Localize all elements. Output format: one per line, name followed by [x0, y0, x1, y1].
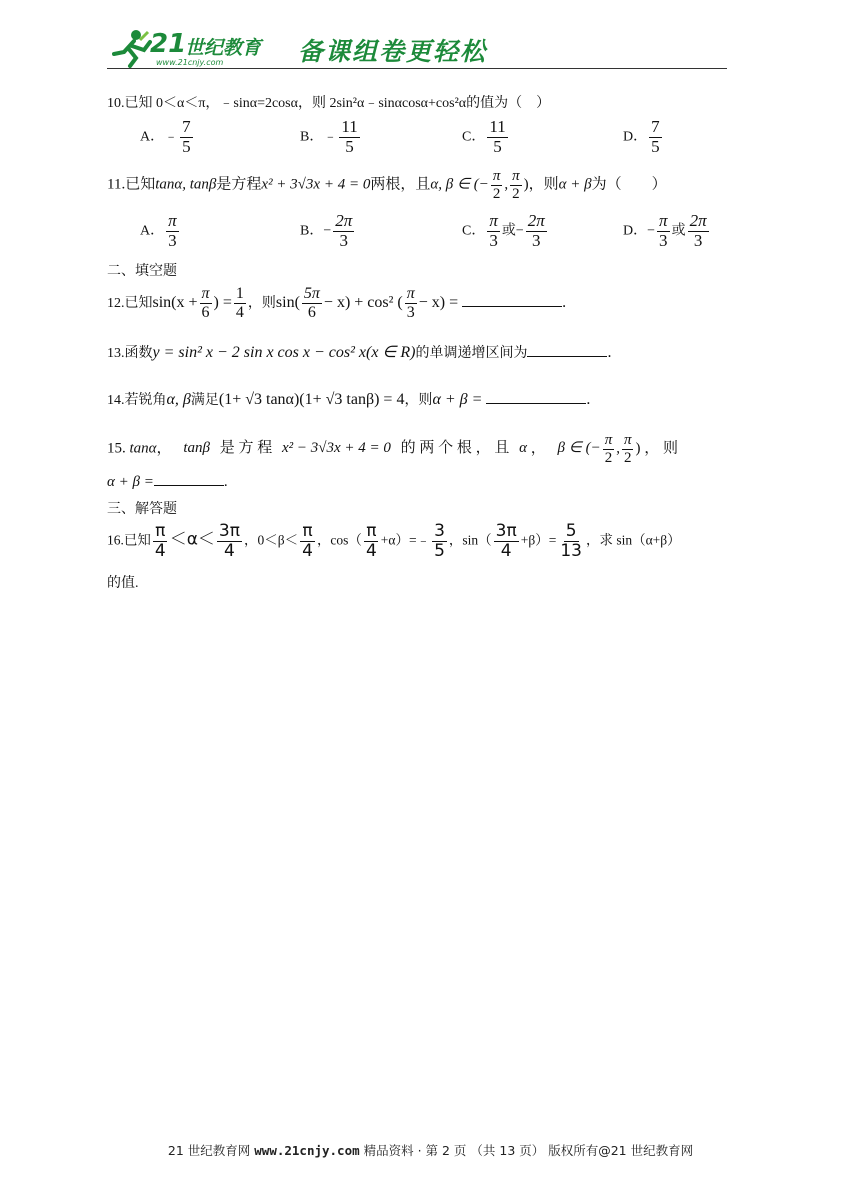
question-11-stem: 11.已知tanα, tanβ是方程x² + 3√3x + 4 = 0两根，且α, β ∈ (− $\frac{\pi}{2}$ , $\frac{\pi}{2}$ )，则α + β为（ ）	[107, 168, 667, 202]
q14-answer-blank[interactable]	[486, 391, 586, 404]
question-13: 13.函数y = sin² x − 2 sin x cos x − cos² x(x ∈ R)的单调递增区间为 .	[107, 344, 612, 361]
q10-option-a: A．﹣ $\frac{7}{5}$	[140, 117, 191, 156]
question-10-stem: 10.已知 0＜α＜π，﹣sinα=2cosα，则 2sin²α﹣sinαcosα+cos²α的值为（ ）	[107, 96, 551, 111]
logo-name: 世纪教育	[185, 37, 262, 59]
question-16-line2: 的值.	[107, 576, 139, 591]
q11-option-b: B．− $\frac{2\pi}{3}$	[300, 211, 353, 250]
logo-url: www.21cnjy.com	[156, 58, 224, 67]
question-16: 16.已知 $\frac{\pi}{4}$ ＜α＜ $\frac{3\pi}{4}$ ，0＜β＜ $\frac{\pi}{4}$ ，cos（ $\frac{\pi}{4}$ +α）=﹣ $\frac{3}{5}$ ，sin（ $\frac{3\pi}{4}$ +β）= $\frac{5}{13}$ ，求 sin（α+β）	[107, 521, 681, 561]
q11-option-c: C． $\frac{\pi}{3}$ 或− $\frac{2\pi}{3}$	[462, 211, 545, 250]
q11-option-d: D．− $\frac{\pi}{3}$ 或 $\frac{2\pi}{3}$	[623, 211, 707, 250]
header-slogan: 备课组卷更轻松	[298, 37, 488, 66]
question-15-line2: α + β = .	[107, 474, 228, 490]
question-15: 15. tanα， tanβ 是 方 程 x² − 3√3x + 4 = 0 的 两 个 根 ， 且 α ， β ∈ (− $\frac{\pi}{2}$ , $\frac{\pi}{2}$ ) ， 则	[107, 432, 678, 466]
q10-option-b: B．﹣ $\frac{11}{5}$	[300, 117, 358, 156]
q12-answer-blank[interactable]	[462, 294, 562, 307]
footer-url[interactable]: www.21cnjy.com	[254, 1143, 360, 1158]
runner-logo-icon	[110, 28, 152, 68]
q11-option-a: A． $\frac{\pi}{3}$	[140, 211, 177, 250]
question-14: 14.若锐角α, β满足(1+ √3 tanα)(1+ √3 tanβ) = 4，则α + β = .	[107, 391, 591, 408]
q13-answer-blank[interactable]	[527, 344, 607, 357]
section-heading-fill-in: 二、填空题	[107, 264, 177, 279]
page-footer	[0, 1141, 861, 1159]
section-heading-solve: 三、解答题	[107, 502, 177, 517]
header-divider	[107, 68, 727, 69]
footer-site: 21 世纪教育网	[167, 1143, 251, 1158]
logo-number: 21	[150, 29, 187, 59]
q10-option-d: D． $\frac{7}{5}$	[623, 117, 660, 156]
q10-option-c: C． $\frac{11}{5}$	[462, 117, 506, 156]
footer-page-info: 精品资料 · 第 2 页 （共 13 页） 版权所有@21 世纪教育网	[363, 1143, 694, 1158]
q15-answer-blank[interactable]	[154, 473, 224, 486]
question-12: 12.已知sin(x + $\frac{\pi}{6}$ ) = $\frac{1}{4}$ ，则sin( $\frac{5\pi}{6}$ − x) + cos² ( $\frac{\pi}{3}$ − x) = .	[107, 285, 567, 321]
